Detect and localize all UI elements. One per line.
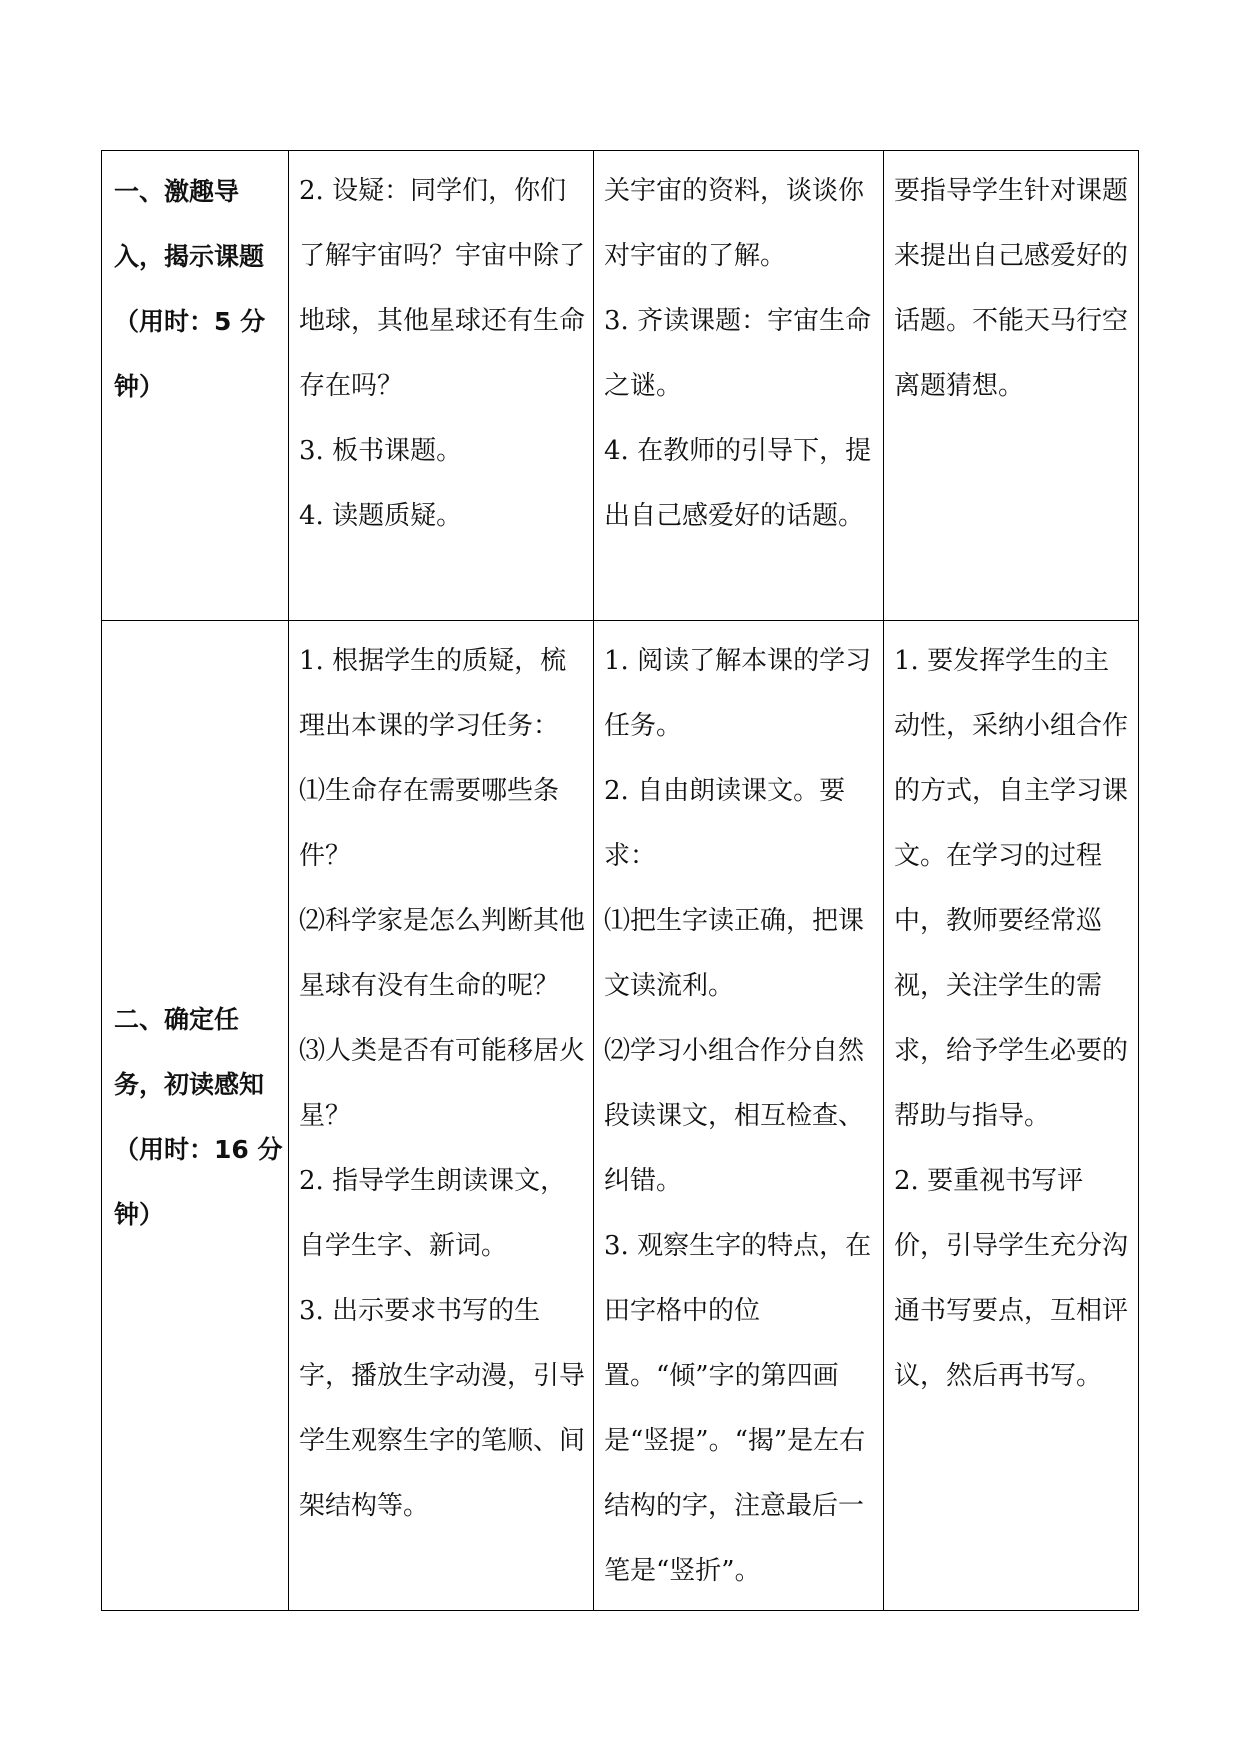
student-activity-item: 1. 阅读了解本课的学习任务。 <box>604 646 872 741</box>
teacher-activity-item: ⑴生命存在需要哪些条件？ <box>299 776 560 871</box>
student-activity-cell <box>594 151 884 621</box>
student-activity-item: 3. 观察生字的特点，在田字格中的位置。“倾”字的第四画是“竖提”。“揭”是左右结构的字，注意最后一笔是“竖折”。 <box>604 1231 872 1586</box>
design-note-item: 2. 要重视书写评价，引导学生充分沟通书写要点，互相评议，然后再书写。 <box>894 1166 1129 1391</box>
teacher-activity-item: 4. 读题质疑。 <box>299 501 463 531</box>
student-activity-cell <box>594 621 884 1611</box>
table-row <box>102 151 1139 621</box>
teacher-activity-cell <box>289 151 594 621</box>
teacher-activity-item: 3. 板书课题。 <box>299 436 463 466</box>
stage-label: 一、激趣导入，揭示课题（用时：5 分钟） <box>114 177 266 401</box>
teacher-activity-item: 1. 根据学生的质疑，梳理出本课的学习任务： <box>299 646 567 741</box>
student-activity-item: 关宇宙的资料，谈谈你对宇宙的了解。 <box>604 176 865 271</box>
student-activity-item: ⑵学习小组合作分自然段读课文，相互检查、纠错。 <box>604 1036 865 1196</box>
teacher-activity-item: 2. 设疑：同学们，你们了解宇宙吗？宇宙中除了地球，其他星球还有生命存在吗？ <box>299 176 586 401</box>
teacher-activity-item: ⑵科学家是怎么判断其他星球有没有生命的呢？ <box>299 906 586 1001</box>
design-note-item: 1. 要发挥学生的主动性，采纳小组合作的方式，自主学习课文。在学习的过程中，教师要经常巡视，关注学生的需求，给予学生必要的帮助与指导。 <box>894 646 1129 1131</box>
teacher-activity-item: ⑶人类是否有可能移居火星？ <box>299 1036 586 1131</box>
stage-cell <box>102 621 289 1611</box>
lesson-plan-table <box>101 150 1139 1611</box>
design-note-item: 要指导学生针对课题来提出自己感爱好的话题。不能天马行空离题猜想。 <box>894 176 1129 401</box>
student-activity-item: ⑴把生字读正确，把课文读流利。 <box>604 906 865 1001</box>
stage-cell <box>102 151 289 621</box>
teacher-activity-cell <box>289 621 594 1611</box>
design-notes-cell <box>884 621 1139 1611</box>
stage-label: 二、确定任务，初读感知（用时：16 分钟） <box>114 1004 283 1229</box>
design-notes-cell <box>884 151 1139 621</box>
student-activity-item: 2. 自由朗读课文。要求： <box>604 776 846 871</box>
table-row <box>102 621 1139 1611</box>
student-activity-item: 3. 齐读课题：宇宙生命之谜。 <box>604 306 872 401</box>
teacher-activity-item: 3. 出示要求书写的生字，播放生字动漫，引导学生观察生字的笔顺、间架结构等。 <box>299 1296 586 1521</box>
student-activity-item: 4. 在教师的引导下，提出自己感爱好的话题。 <box>604 436 872 531</box>
teacher-activity-item: 2. 指导学生朗读课文，自学生字、新词。 <box>299 1166 567 1261</box>
